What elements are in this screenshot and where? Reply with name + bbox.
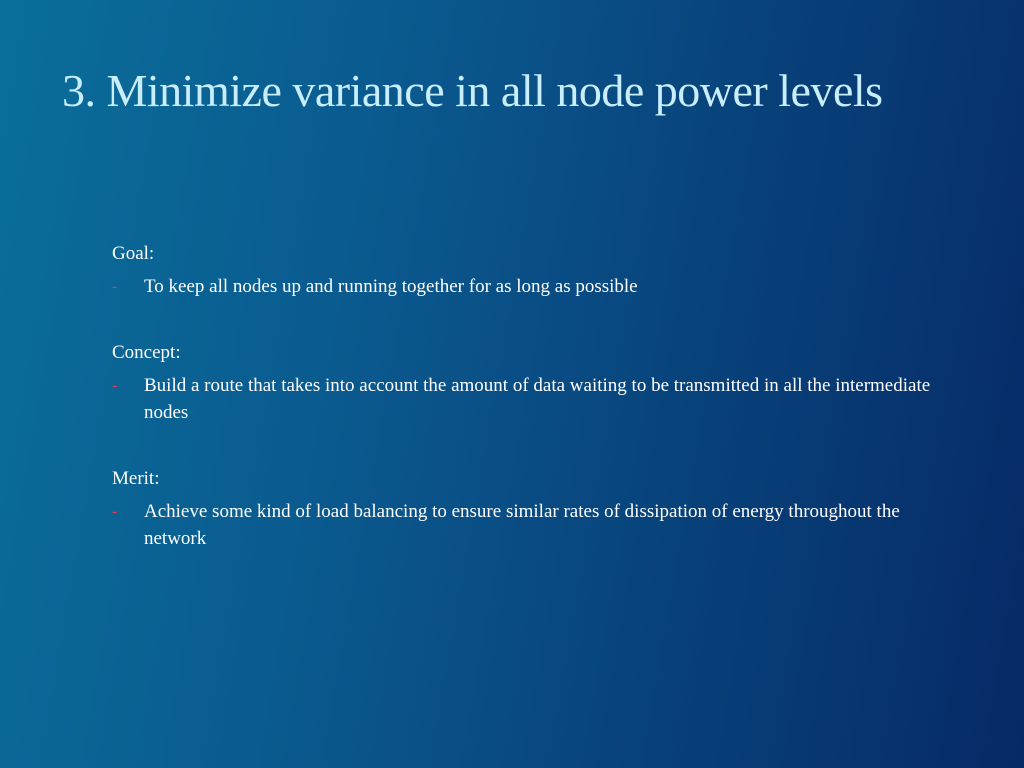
- bullet-text-concept: Build a route that takes into account the amount of data waiting to be transmitted in all the intermediate nodes: [144, 375, 931, 423]
- bullet-item: [112, 498, 952, 552]
- slide-content: [112, 240, 952, 591]
- bullet-text-goal: To keep all nodes up and running together for as long as possible: [144, 276, 638, 297]
- bullet-item: [112, 273, 952, 300]
- bullet-dash-icon: -: [112, 377, 118, 394]
- bullet-text-merit: Achieve some kind of load balancing to ensure similar rates of dissipation of energy throughout the network: [144, 501, 900, 549]
- slide-title: 3. Minimize variance in all node power levels: [62, 65, 883, 116]
- section-heading-goal: Goal:: [112, 243, 155, 264]
- section-goal: [112, 240, 952, 300]
- section-merit: [112, 465, 952, 552]
- section-heading-merit: Merit:: [112, 468, 160, 489]
- section-concept: [112, 339, 952, 426]
- section-heading-concept: Concept:: [112, 342, 181, 363]
- bullet-dash-icon: -: [112, 503, 118, 520]
- bullet-dash-icon: -: [112, 278, 118, 295]
- bullet-item: [112, 372, 952, 426]
